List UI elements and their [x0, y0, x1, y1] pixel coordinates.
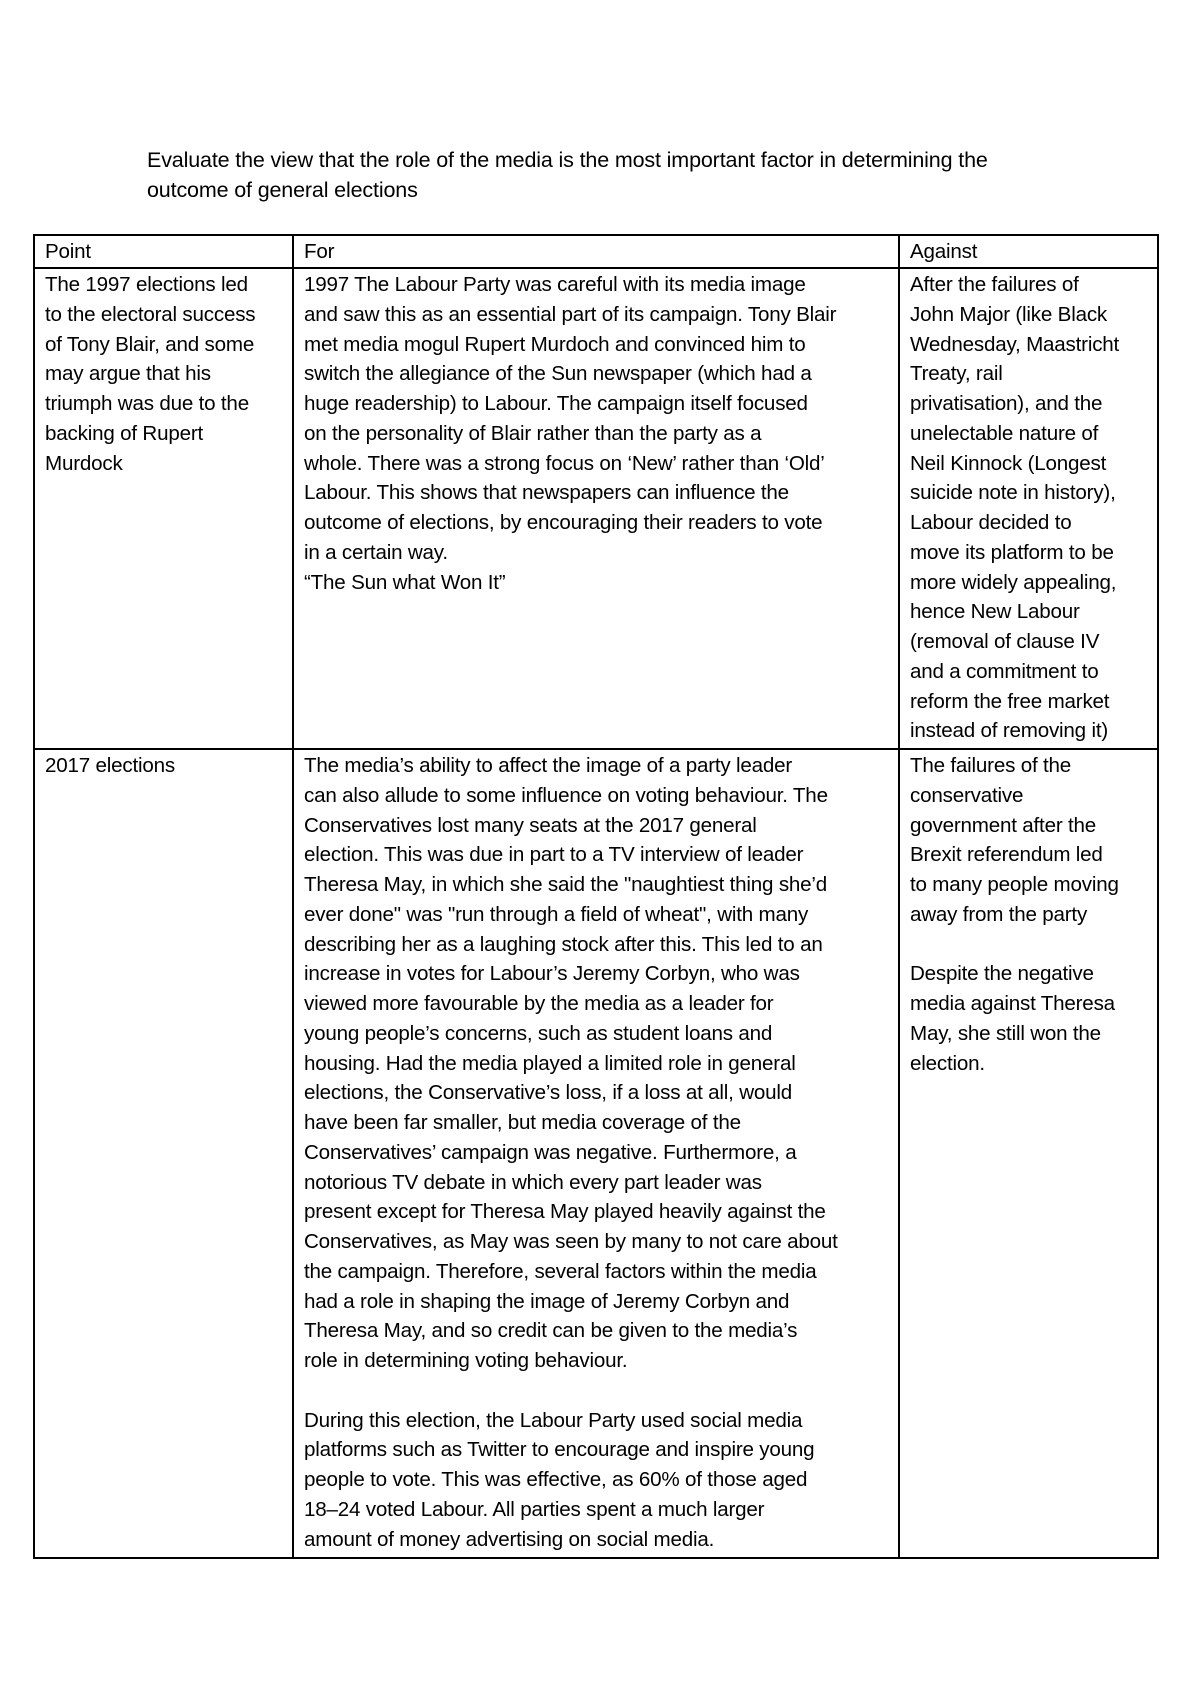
cell-line: platforms such as Twitter to encourage and inspire young	[304, 1438, 815, 1462]
evaluation-table	[33, 234, 1159, 1559]
cell-line: May, she still won the	[910, 1021, 1101, 1045]
cell-line: may argue that his	[45, 362, 211, 386]
cell-line: conservative	[910, 783, 1024, 807]
cell-line: election. This was due in part to a TV interview of leader	[304, 843, 804, 867]
cell-line: amount of money advertising on social media.	[304, 1527, 715, 1551]
cell-line: unelectable nature of	[910, 421, 1099, 445]
cell-line: Brexit referendum led	[910, 843, 1103, 867]
cell-line: ever done" was "run through a field of wheat", with many	[304, 902, 809, 926]
against-cell	[899, 268, 1158, 749]
for-cell	[293, 268, 899, 749]
cell-line: switch the allegiance of the Sun newspaper (which had a	[304, 362, 812, 386]
cell-line: (removal of clause IV	[910, 630, 1100, 653]
cell-line: and saw this as an essential part of its campaign. Tony Blair	[304, 302, 837, 326]
cell-line: the campaign. Therefore, several factors within the media	[304, 1259, 817, 1283]
cell-line: “The Sun what Won It”	[304, 570, 506, 594]
cell-line: After the failures of	[910, 273, 1079, 296]
cell-line: The 1997 elections led	[45, 273, 248, 296]
cell-line: media against Theresa	[910, 992, 1115, 1015]
cell-line: describing her as a laughing stock after this. This led to an	[304, 932, 823, 956]
cell-line: viewed more favourable by the media as a leader for	[304, 992, 774, 1015]
cell-line: and a commitment to	[910, 659, 1099, 683]
cell-line: The media’s ability to affect the image of a party leader	[304, 754, 793, 777]
cell-line: Theresa May, and so credit can be given to the media’s	[304, 1319, 798, 1343]
table-row	[34, 749, 1158, 1558]
cell-line: Conservatives, as May was seen by many to not care about	[304, 1230, 838, 1253]
cell-line: Conservatives’ campaign was negative. Furthermore, a	[304, 1140, 797, 1164]
cell-line: can also allude to some influence on voting behaviour. The	[304, 783, 828, 807]
cell-line: increase in votes for Labour’s Jeremy Corbyn, who was	[304, 962, 800, 986]
cell-line: privatisation), and the	[910, 392, 1103, 415]
for-cell	[293, 749, 899, 1558]
cell-line: elections, the Conservative’s loss, if a loss at all, would	[304, 1081, 793, 1105]
cell-line: met media mogul Rupert Murdoch and convinced him to	[304, 332, 806, 356]
cell-line: government after the	[910, 813, 1097, 837]
cell-line: to the electoral success	[45, 302, 256, 326]
cell-line: During this election, the Labour Party used social media	[304, 1408, 803, 1432]
cell-line: Murdock	[45, 451, 123, 475]
table-header-row	[34, 235, 1158, 268]
cell-line: 1997 The Labour Party was careful with its media image	[304, 273, 806, 296]
cell-line: people to vote. This was effective, as 60% of those aged	[304, 1468, 808, 1491]
cell-line: whole. There was a strong focus on ‘New’ rather than ‘Old’	[304, 451, 825, 475]
header-against: Against	[899, 235, 1158, 268]
paragraph-gap	[304, 1376, 892, 1406]
cell-line: John Major (like Black	[910, 302, 1108, 326]
cell-line: on the personality of Blair rather than the party as a	[304, 421, 762, 445]
cell-line: 18–24 voted Labour. All parties spent a much larger	[304, 1497, 765, 1521]
cell-line: young people’s concerns, such as student loans and	[304, 1021, 773, 1045]
essay-question	[147, 146, 1087, 205]
table-row	[34, 268, 1158, 749]
cell-line: Despite the negative	[910, 962, 1094, 986]
essay-question-line: outcome of general elections	[147, 177, 418, 202]
cell-line: suicide note in history),	[910, 481, 1116, 505]
cell-line: role in determining voting behaviour.	[304, 1349, 628, 1372]
cell-line: hence New Labour	[910, 600, 1080, 624]
cell-line: reform the free market	[910, 689, 1110, 713]
cell-line: Wednesday, Maastricht	[910, 332, 1120, 356]
cell-line: Theresa May, in which she said the "naughtiest thing she’d	[304, 873, 828, 896]
cell-line: Conservatives lost many seats at the 2017 general	[304, 813, 757, 837]
cell-line: had a role in shaping the image of Jeremy Corbyn and	[304, 1289, 790, 1313]
cell-line: of Tony Blair, and some	[45, 332, 255, 356]
cell-line: The failures of the	[910, 754, 1072, 777]
cell-line: housing. Had the media played a limited role in general	[304, 1051, 796, 1075]
header-for: For	[293, 235, 899, 268]
cell-line: triumph was due to the	[45, 392, 249, 415]
cell-line: instead of removing it)	[910, 719, 1108, 743]
cell-line: in a certain way.	[304, 540, 448, 564]
cell-line: have been far smaller, but media coverage of the	[304, 1111, 741, 1134]
cell-line: away from the party	[910, 902, 1088, 926]
cell-line: Labour decided to	[910, 511, 1072, 534]
cell-line: present except for Theresa May played heavily against the	[304, 1200, 826, 1224]
paragraph-gap	[910, 930, 1151, 960]
cell-line: backing of Rupert	[45, 421, 204, 445]
essay-question-line: Evaluate the view that the role of the media is the most important factor in determining the	[147, 148, 988, 172]
cell-line: huge readership) to Labour. The campaign itself focused	[304, 392, 808, 415]
cell-line: move its platform to be	[910, 540, 1114, 564]
cell-line: Neil Kinnock (Longest	[910, 451, 1107, 475]
cell-line: outcome of elections, by encouraging their readers to vote	[304, 511, 823, 534]
cell-line: notorious TV debate in which every part leader was	[304, 1170, 762, 1194]
cell-line: to many people moving	[910, 873, 1119, 896]
against-cell	[899, 749, 1158, 1558]
cell-line: 2017 elections	[45, 754, 176, 777]
cell-line: Treaty, rail	[910, 362, 1003, 386]
cell-line: Labour. This shows that newspapers can influence the	[304, 481, 789, 505]
point-cell	[34, 749, 293, 1558]
point-cell	[34, 268, 293, 749]
header-point: Point	[34, 235, 293, 268]
cell-line: more widely appealing,	[910, 570, 1117, 594]
cell-line: election.	[910, 1051, 985, 1075]
